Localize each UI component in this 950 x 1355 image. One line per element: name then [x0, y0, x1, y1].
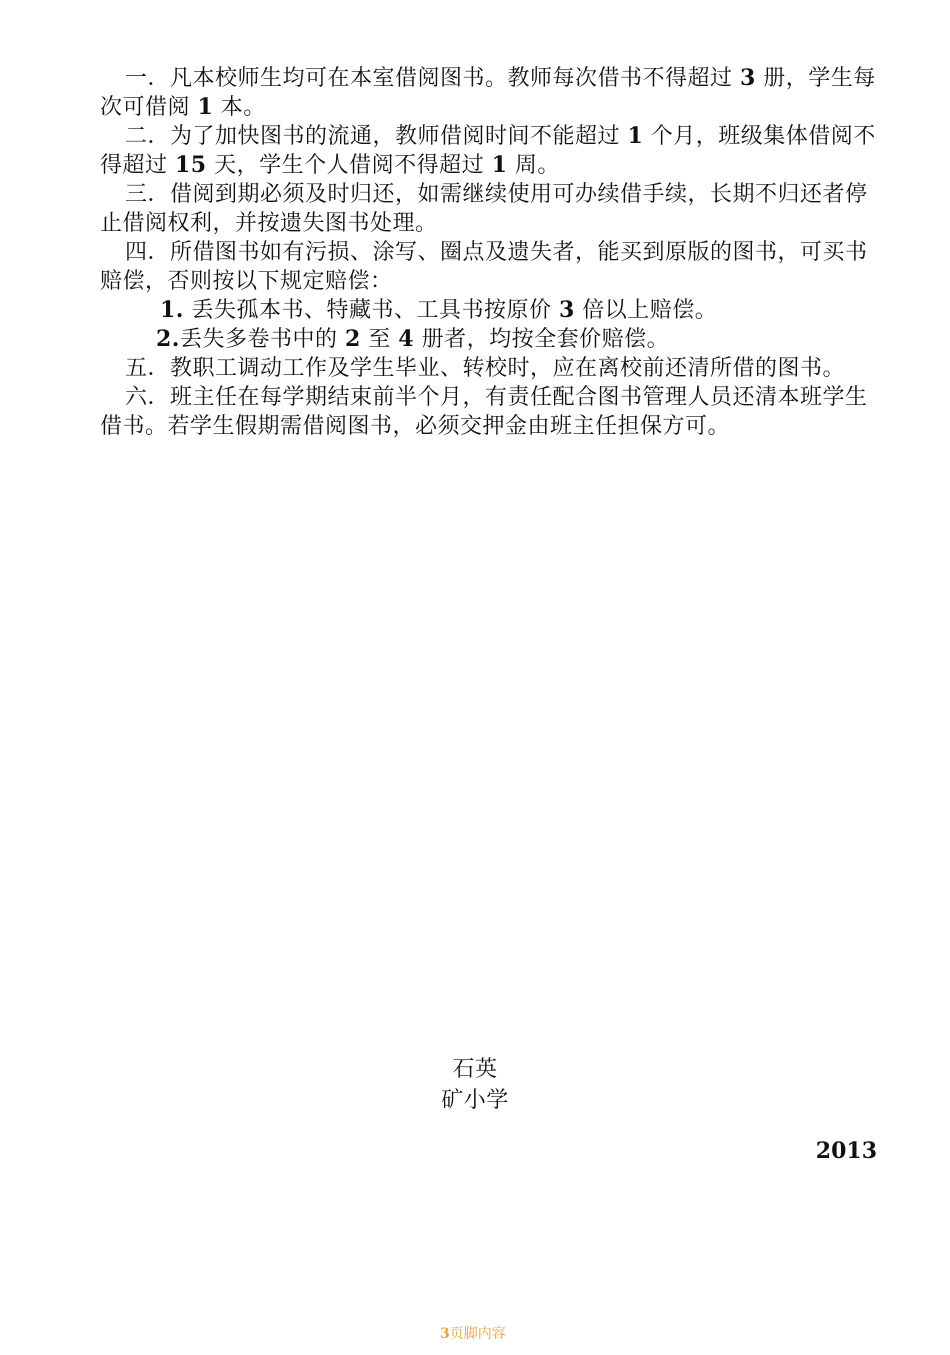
rule-text: 周。: [507, 153, 560, 178]
page-number: 3: [440, 1326, 450, 1342]
rule-text: 册，学生每次可借阅: [100, 66, 876, 120]
rule-text: 倍以上赔偿。: [574, 298, 718, 323]
rule-text: 二．为了加快图书的流通，教师借阅时间不能超过: [125, 124, 628, 149]
rule-text: 丢失孤本书、特藏书、工具书按原价: [183, 298, 559, 323]
rule-2: [100, 122, 880, 180]
rule-text: 天，学生个人借阅不得超过: [206, 153, 492, 178]
signature-year: 2013: [815, 1138, 877, 1164]
rule-number: 15: [175, 152, 207, 178]
rule-number: 3: [558, 297, 575, 323]
rule-text: 册者，均按全套价赔偿。: [414, 327, 670, 352]
rule-text: 六．班主任在每学期结束前半个月，有责任配合图书管理人员还清本班学生借书。若学生假期需借阅图书，必须交押金由班主任担保方可。: [100, 385, 868, 439]
rule-number: 2: [344, 326, 361, 352]
rules-body: [100, 64, 880, 441]
rule-text: 三．借阅到期必须及时归还，如需继续使用可办续借手续，长期不归还者停止借阅权利，并按遗失图书处理。: [100, 182, 868, 236]
rule-text: 四．所借图书如有污损、涂写、圈点及遗失者，能买到原版的图书，可买书赔偿，否则按以下规定赔偿：: [100, 240, 868, 294]
rule-number: 4: [398, 326, 415, 352]
rule-text: 丢失多卷书中的: [179, 327, 345, 352]
signature-school: 矿小学: [441, 1088, 509, 1113]
rule-number: 1: [491, 152, 508, 178]
footer-text: 页脚内容: [449, 1326, 506, 1342]
rule-number: 1: [627, 123, 644, 149]
rule-text: 至: [360, 327, 399, 352]
rule-text: 个月，班级集体借阅不得超过: [100, 124, 876, 178]
rule-3: [100, 180, 880, 238]
rule-number: 1: [197, 94, 214, 120]
rule-number: 3: [740, 65, 756, 91]
rule-5: [100, 354, 880, 383]
subitem-number: 2.: [156, 326, 180, 352]
rule-4: [100, 238, 880, 296]
subitem-number: 1.: [160, 297, 184, 323]
rule-4-subitem-1: [100, 296, 880, 325]
page-footer: [440, 1325, 510, 1344]
rule-text: 一．凡本校师生均可在本室借阅图书。教师每次借书不得超过: [125, 66, 740, 91]
signature-name: 石英: [452, 1057, 498, 1082]
rule-4-subitem-2: [100, 325, 880, 354]
rule-text: 本。: [213, 95, 266, 120]
rule-text: 五．教职工调动工作及学生毕业、转校时，应在离校前还清所借的图书。: [125, 356, 846, 381]
rule-6: [100, 383, 880, 441]
rule-1: [100, 64, 880, 122]
